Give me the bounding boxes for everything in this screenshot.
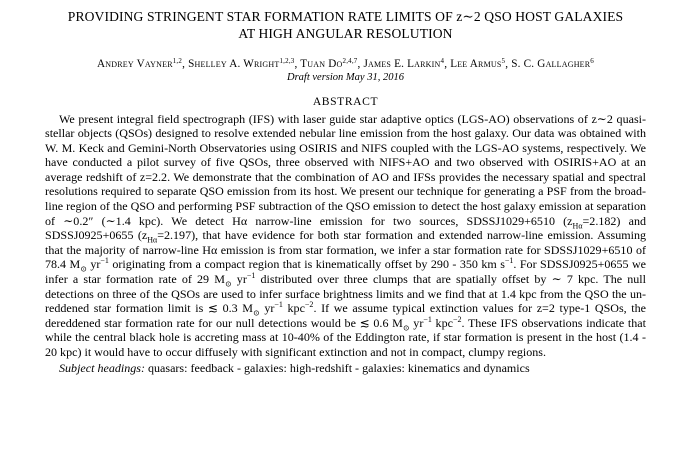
abstract-text: . If we assume typical extinction values for z=2 type-1 QSOs, the dereddened star formation rate for our null detections would be ≲ 0.6 M [45,301,647,330]
unit-text: kpc [282,301,305,316]
draft-version-line: Draft version May 31, 2016 [287,71,404,83]
subscript-sun: ⊙ [224,279,232,289]
author-name: James E. Larkin [363,58,441,70]
author-name: Lee Armus [450,58,502,70]
subscript-sun: ⊙ [253,308,260,318]
author-name: Shelley A. Wright [188,58,280,70]
abstract-text: =2.197), that have evidence for both star formation and extended narrow-line emission. Assuming that the majority of narrow-line Hα emission is from star formation, we infer a star formation rate for SDSSJ1029+6510 of 78.4 M [45,228,646,272]
unit-text: yr [409,315,424,330]
subscript-halpha: Hα [147,235,158,245]
subject-headings [45,361,646,376]
unit-text: kpc [431,315,453,330]
unit-text: yr [86,257,101,272]
title-line-2: AT HIGH ANGULAR RESOLUTION [238,26,453,41]
subject-headings-label: Subject headings: [59,360,145,375]
abstract-text: distributed over three clumps that are spatially offset by ∼ 7 kpc. The null detections on three of the QSOs are used to infer surface brightness limits and we find that at 1.4 kpc from the QSO the un-reddened star formation limit is ≲ 0.3 M [45,272,646,316]
subscript-sun: ⊙ [80,264,87,274]
unit-text: yr [231,272,247,287]
exponent: −1 [246,271,256,281]
author-name: Tuan Do [300,58,343,70]
author-name: Andrey Vayner [97,58,173,70]
exponent: −2 [452,314,462,324]
author-affiliation: 5 [501,57,506,65]
subscript-sun: ⊙ [402,323,410,333]
unit-text: yr [259,301,275,316]
author-affiliation: 1,2,3 [279,57,295,65]
abstract-text: originating from a compact region that is kinematically offset by 290 - 350 km s [108,257,505,272]
abstract-text: . For SDSSJ0925+0655 we infer a star formation rate of 29 M [45,257,646,287]
abstract-body [45,112,646,360]
subscript-halpha: Hα [572,221,583,231]
exponent: −2 [304,300,314,310]
author-list: Andrey Vayner$^{1,2}$, Shelley A. Wright$^{1,2,3}$, Tuan Do$^{2,4,7}$, James E. Larkin$^4$, Lee Armus$^5$, S. C. Gallagher$^6$ [97,57,594,70]
exponent: −1 [423,314,432,324]
author-affiliation: 4 [440,57,445,65]
exponent: −1 [504,256,514,266]
abstract-text: . These IFS observations indicate that while the central black hole is accreting mass at 10-40% of the Eddington rate, if star formation is present in the host (1.4 - 20 kpc) it would have to occur diffusely with significant extinction and not in compact, clumpy regions. [45,315,646,359]
title-line-1: PROVIDING STRINGENT STAR FORMATION RATE LIMITS OF z∼2 QSO HOST GALAXIES [67,9,624,24]
exponent: −1 [274,300,283,310]
paper-title [45,8,646,42]
subject-headings-text: quasars: feedback - galaxies: high-redshift - galaxies: kinematics and dynamics [144,360,530,375]
author-affiliation: 1,2 [172,57,183,65]
exponent: −1 [100,256,109,266]
author-name: S. C. Gallagher [511,58,591,70]
author-affiliation: 2,4,7 [342,57,358,65]
abstract-text: =2.182) and SDSSJ0925+0655 (z [45,213,646,243]
abstract-text: We present integral field spectrograph (IFS) with laser guide star adaptive optics (LGS-AO) observations of z∼2 quasi-stellar objects (QSOs) designed to resolve extended nebular line emission from the host galaxy. Our data was obtained with W. M. Keck and Gemini-North Observatories using OSIRIS and NIFS coupled with the LGS-AO systems, respectively. We have conducted a pilot survey of five QSOs, three observed with NIFS+AO and two observed with OSIRIS+AO at an average redshift of z=2.2. We demonstrate that the combination of AO and IFSs provides the necessary spatial and spectral resolutions required to separate QSO emission from its host. We present our technique for generating a PSF from the broad-line region of the QSO and performing PSF subtraction of the QSO emission to detect the host galaxy emission at separation of ∼0.2″ (∼1.4 kpc). We detect Hα narrow-line emission for two sources, SDSSJ1029+6510 (z [45,111,646,228]
author-affiliation: 6 [590,57,594,65]
abstract-heading: ABSTRACT [312,94,379,108]
paper-page [0,8,691,452]
